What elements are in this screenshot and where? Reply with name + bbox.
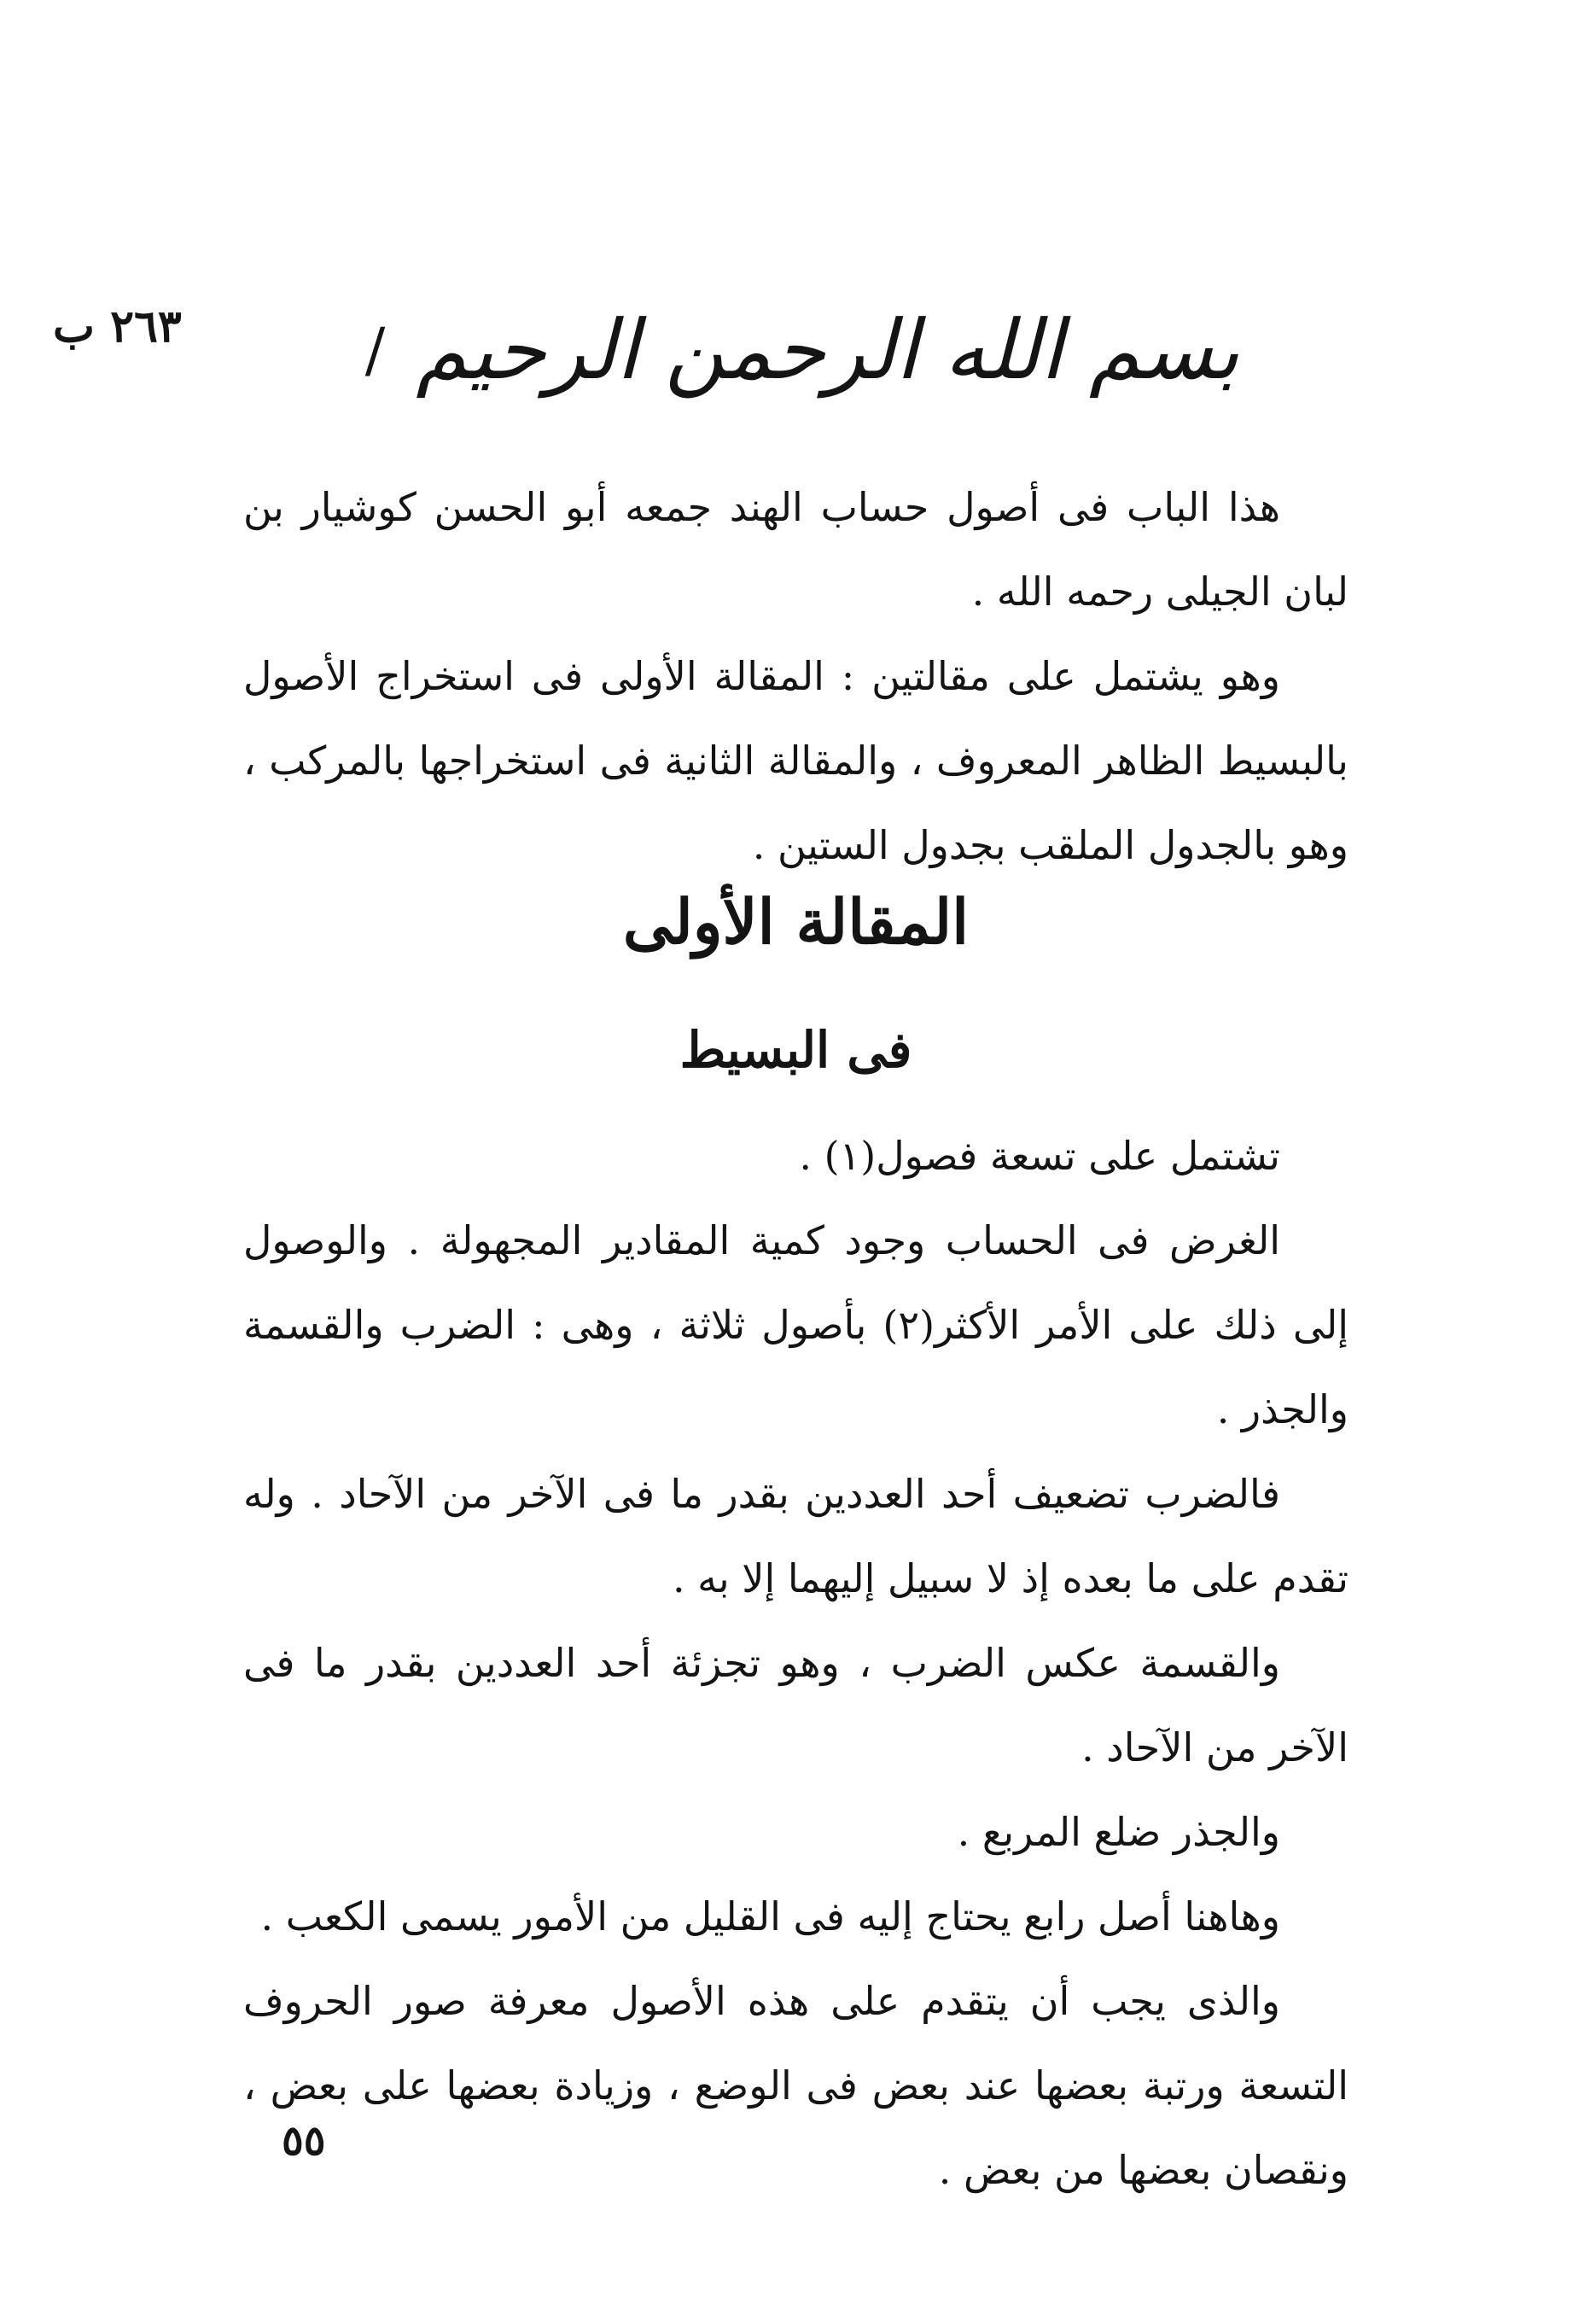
body-paragraph-2: الغرض فى الحساب وجود كمية المقادير المجهولة . والوصول إلى ذلك على الأمر الأكثر(٢) بأصول ثلاثة ، وهى : الضرب والقسمة والجذر .	[243, 1217, 1348, 1432]
section-marker: /	[364, 315, 386, 385]
body-paragraph-6: وهاهنا أصل رابع يحتاج إليه فى القليل من الأمور يسمى الكعب .	[260, 1893, 1280, 1939]
basmala-header	[364, 282, 1240, 418]
intro-paragraph-2: وهو يشتمل على مقالتين : المقالة الأولى فى استخراج الأصول بالبسيط الظاهر المعروف ، والمقالة الثانية فى استخراجها بالمركب ، وهو بالجدول الملقب بجدول الستين .	[243, 653, 1348, 868]
basmala-calligraphy: بسم الله الرحمن الرحيم	[416, 302, 1240, 398]
body-block	[243, 1114, 1348, 2213]
body-paragraph-3: فالضرب تضعيف أحد العددين بقدر ما فى الآخر من الآحاد . وله تقدم على ما بعده إذ لا سبيل إليهما إلا به .	[243, 1471, 1348, 1601]
chapter-subheading: فى البسيط	[679, 1021, 912, 1079]
chapter-heading: المقالة الأولى	[622, 885, 970, 958]
page-number: ٥٥	[282, 2117, 326, 2165]
body-paragraph-5: والجذر ضلع المربع .	[957, 1809, 1280, 1855]
body-paragraph-4: والقسمة عكس الضرب ، وهو تجزئة أحد العددين بقدر ما فى الآخر من الآحاد .	[243, 1640, 1348, 1770]
intro-block	[243, 465, 1348, 888]
folio-number: ٢٦٣ ب	[53, 300, 182, 353]
body-paragraph-7: والذى يجب أن يتقدم على هذه الأصول معرفة صور الحروف التسعة ورتبة بعضها عند بعض فى الوضع ، وزيادة بعضها على بعض ، ونقصان بعضها من بعض .	[243, 1978, 1348, 2193]
body-paragraph-1: تشتمل على تسعة فصول(١) .	[799, 1133, 1280, 1179]
intro-paragraph-1: هذا الباب فى أصول حساب الهند جمعه أبو الحسن كوشيار بن لبان الجيلى رحمه الله .	[243, 484, 1348, 615]
